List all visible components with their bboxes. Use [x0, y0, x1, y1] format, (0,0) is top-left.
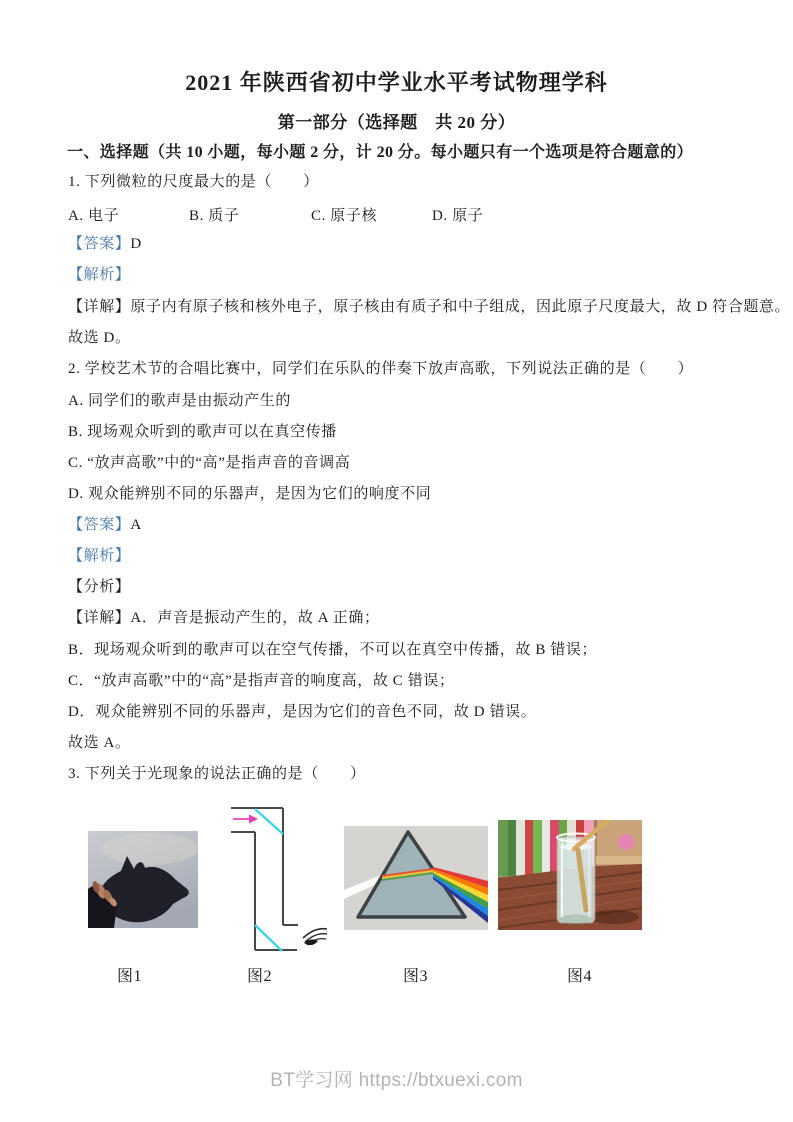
- eye-icon: [303, 929, 327, 945]
- q2-detail-d: D．观众能辨别不同的乐器声，是因为它们的音色不同，故 D 错误。: [68, 704, 537, 720]
- figure3-caption: 图3: [403, 968, 429, 985]
- q1-options-row: [0, 204, 793, 224]
- watermark-text: BT学习网 https://btxuexi.com: [270, 1070, 523, 1091]
- prism-dispersion-image: [344, 826, 488, 930]
- q1-option-b: B. 质子: [189, 208, 240, 224]
- q1-detail: 【详解】原子内有原子核和核外电子，原子核由有质子和中子组成，因此原子尺度最大，故 D 符合题意。: [68, 299, 791, 315]
- q1-option-c: C. 原子核: [311, 208, 378, 224]
- q1-stem: 1. 下列微粒的尺度最大的是（ ）: [68, 174, 319, 190]
- periscope-diagram: [230, 806, 327, 952]
- glass-shadow: [589, 910, 639, 924]
- answer-label: 【答案】: [68, 236, 131, 252]
- q2-answer-value: A: [130, 517, 142, 533]
- mirror-lines: [255, 809, 283, 951]
- section-heading: 一、选择题（共 10 小题，每小题 2 分，计 20 分。每小题只有一个选项是符合题意的）: [67, 144, 694, 161]
- q2-fenxi-label: 【分析】: [68, 579, 131, 595]
- figure1-caption: 图1: [117, 968, 143, 985]
- q1-answer-value: D: [130, 236, 142, 252]
- light-arrow: [233, 815, 258, 824]
- glass-chopstick-photo: [498, 820, 642, 930]
- q1-option-a: A. 电子: [68, 208, 120, 224]
- q1-option-d: D. 原子: [432, 208, 484, 224]
- q2-analysis-label: 【解析】: [68, 548, 131, 564]
- figure2-caption: 图2: [247, 968, 273, 985]
- q1-conclusion: 故选 D。: [68, 330, 131, 346]
- q3-stem: 3. 下列关于光现象的说法正确的是（ ）: [68, 766, 366, 782]
- q2-answer-line: [68, 515, 142, 535]
- q2-option-c: C. “放声高歌”中的“高”是指声音的音调高: [68, 455, 351, 471]
- q2-stem: 2. 学校艺术节的合唱比赛中，同学们在乐队的伴奏下放声高歌，下列说法正确的是（ ）: [68, 361, 694, 377]
- q2-option-a: A. 同学们的歌声是由振动产生的: [68, 393, 291, 409]
- q2-conclusion: 故选 A。: [68, 735, 131, 751]
- q2-detail-b: B．现场观众听到的歌声可以在空气传播，不可以在真空中传播，故 B 错误；: [68, 642, 598, 658]
- doc-title: 2021 年陕西省初中学业水平考试物理学科: [185, 70, 608, 95]
- q2-detail-c: C．“放声高歌”中的“高”是指声音的响度高，故 C 错误；: [68, 673, 455, 689]
- q2-option-d: D. 观众能辨别不同的乐器声，是因为它们的响度不同: [68, 486, 432, 502]
- q1-analysis-label: 【解析】: [68, 267, 131, 283]
- q1-answer-line: [68, 234, 142, 254]
- hand-shadow-photo: [88, 831, 198, 928]
- answer-label: 【答案】: [68, 517, 131, 533]
- q2-option-b: B. 现场观众听到的歌声可以在真空传播: [68, 424, 337, 440]
- part-heading: 第一部分（选择题 共 20 分）: [277, 113, 516, 132]
- q2-detail-a: 【详解】A．声音是振动产生的，故 A 正确；: [68, 610, 380, 626]
- figure4-caption: 图4: [567, 968, 593, 985]
